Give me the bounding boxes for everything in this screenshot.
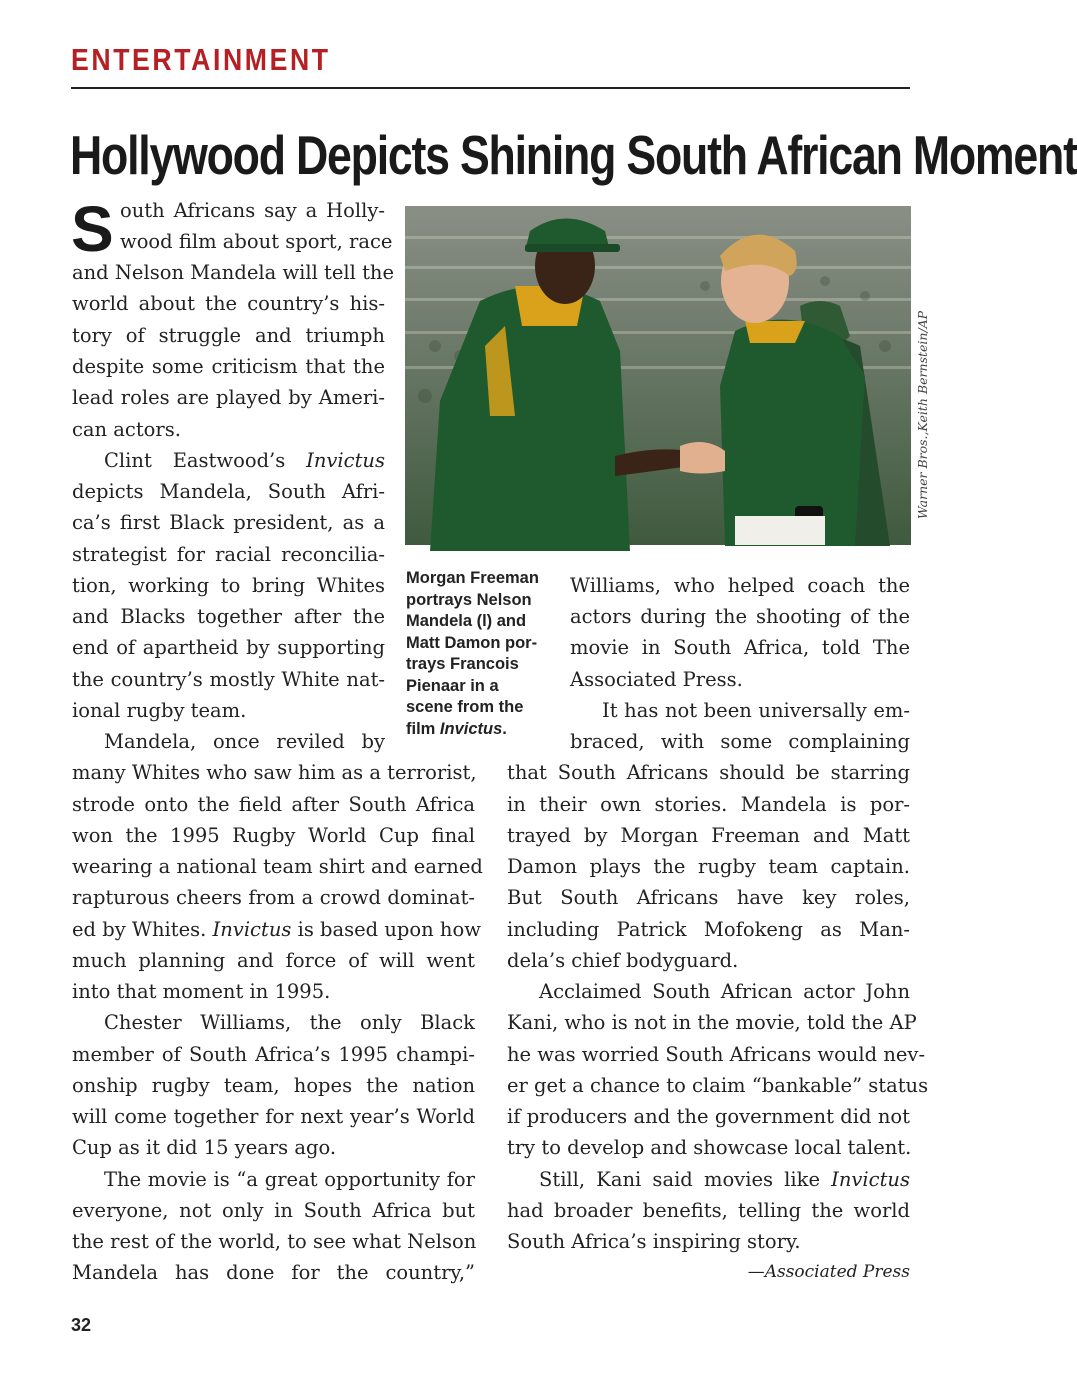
caption-line: trays Francois: [406, 655, 519, 673]
film-title: Invictus: [439, 719, 503, 738]
body-line: if producers and the government did not: [507, 1105, 910, 1128]
body-line: try to develop and showcase local talent.: [507, 1136, 912, 1159]
body-line: the rest of the world, to see what Nelson: [72, 1230, 477, 1253]
drop-cap: S: [71, 193, 114, 265]
body-line: movie in South Africa, told The: [570, 636, 910, 659]
article-photo: [405, 206, 911, 545]
body-line: despite some criticism that the: [72, 355, 385, 378]
body-line: outh Africans say a Holly-: [120, 199, 385, 222]
body-line: ional rugby team.: [72, 699, 247, 722]
body-line: But South Africans have key roles,: [507, 886, 910, 909]
caption-line: Morgan Freeman: [406, 569, 539, 587]
body-text: Still, Kani said movies like: [539, 1168, 832, 1191]
body-line: many Whites who saw him as a terrorist,: [72, 761, 477, 784]
body-line: South Africa’s inspiring story.: [507, 1230, 801, 1253]
body-line: he was worried South Africans would nev-: [507, 1043, 926, 1066]
body-line: Damon plays the rugby team captain.: [507, 855, 910, 878]
page-number: 32: [71, 1315, 92, 1335]
body-line: Williams, who helped coach the: [570, 574, 910, 597]
body-line: wearing a national team shirt and earned: [72, 855, 483, 878]
body-line: won the 1995 Rugby World Cup final: [72, 824, 475, 847]
body-line: had broader benefits, telling the world: [507, 1199, 910, 1222]
body-line: Mandela has done for the country,”: [72, 1261, 475, 1284]
photo-caption: [406, 568, 556, 740]
film-title: Invictus: [306, 449, 385, 472]
body-line: world about the country’s his-: [72, 292, 385, 315]
body-line: will come together for next year’s World: [72, 1105, 475, 1128]
body-line: wood film about sport, race: [120, 230, 393, 253]
body-line: the country’s mostly White nat-: [72, 668, 385, 691]
body-line: Cup as it did 15 years ago.: [72, 1136, 337, 1159]
body-text: ed by Whites.: [72, 918, 213, 941]
body-line: that South Africans should be starring: [507, 761, 910, 784]
body-line: strategist for racial reconcilia-: [72, 543, 385, 566]
body-line: tory of struggle and triumph: [72, 324, 385, 347]
body-line: braced, with some complaining: [570, 730, 910, 753]
body-line: and Blacks together after the: [72, 605, 385, 628]
body-line: into that moment in 1995.: [72, 980, 331, 1003]
body-line: much planning and force of will went: [72, 949, 475, 972]
body-line: rapturous cheers from a crowd dominat-: [72, 886, 475, 909]
body-line: including Patrick Mofokeng as Man-: [507, 918, 910, 941]
caption-text: .: [502, 719, 507, 738]
body-line: tion, working to bring Whites: [72, 574, 385, 597]
body-text: is based upon how: [291, 918, 481, 941]
body-line: lead roles are played by Ameri-: [72, 386, 385, 409]
body-line: member of South Africa’s 1995 champi-: [72, 1043, 475, 1066]
caption-line: Matt Damon por-: [406, 633, 538, 652]
headline: Hollywood Depicts Shining South African Moment: [70, 124, 1077, 186]
body-line: can actors.: [72, 418, 181, 441]
body-line: Acclaimed South African actor John: [539, 980, 910, 1003]
body-line: trayed by Morgan Freeman and Matt: [507, 824, 910, 847]
film-title: Invictus: [831, 1168, 910, 1191]
body-line: and Nelson Mandela will tell the: [72, 261, 395, 284]
body-line: strode onto the field after South Africa: [72, 793, 475, 816]
body-line: Kani, who is not in the movie, told the AP: [507, 1011, 917, 1034]
caption-text: film: [406, 719, 440, 738]
body-line: [72, 914, 481, 945]
body-line: end of apartheid by supporting: [72, 636, 385, 659]
body-line: [104, 445, 385, 476]
body-line: Mandela, once reviled by: [104, 730, 385, 753]
caption-line: Mandela (l) and: [406, 612, 527, 630]
body-line: Chester Williams, the only Black: [104, 1011, 475, 1034]
body-line: dela’s chief bodyguard.: [507, 949, 739, 972]
film-title: Invictus: [212, 918, 292, 941]
body-line: Associated Press.: [570, 668, 743, 691]
body-text: Clint Eastwood’s: [104, 449, 307, 472]
body-line: everyone, not only in South Africa but: [72, 1199, 475, 1222]
body-line: actors during the shooting of the: [570, 605, 910, 628]
body-line: The movie is “a great opportunity for: [104, 1168, 475, 1191]
caption-line: [406, 719, 556, 741]
body-line: depicts Mandela, South Afri-: [72, 480, 385, 503]
body-line: onship rugby team, hopes the nation: [72, 1074, 475, 1097]
section-label: ENTERTAINMENT: [71, 42, 331, 77]
body-line: [539, 1164, 910, 1195]
body-line: It has not been universally em-: [602, 699, 910, 722]
body-line: er get a chance to claim “bankable” status: [507, 1074, 929, 1097]
photo-credit: Warner Bros.,Keith Bernstein/AP: [915, 310, 930, 520]
byline: —Associated Press: [747, 1262, 910, 1282]
body-line: ca’s first Black president, as a: [72, 511, 385, 534]
body-line: in their own stories. Mandela is por-: [507, 793, 910, 816]
caption-line: portrays Nelson: [406, 590, 532, 609]
caption-line: scene from the: [406, 698, 524, 716]
caption-line: Pienaar in a: [406, 676, 499, 695]
section-rule: [71, 87, 910, 89]
